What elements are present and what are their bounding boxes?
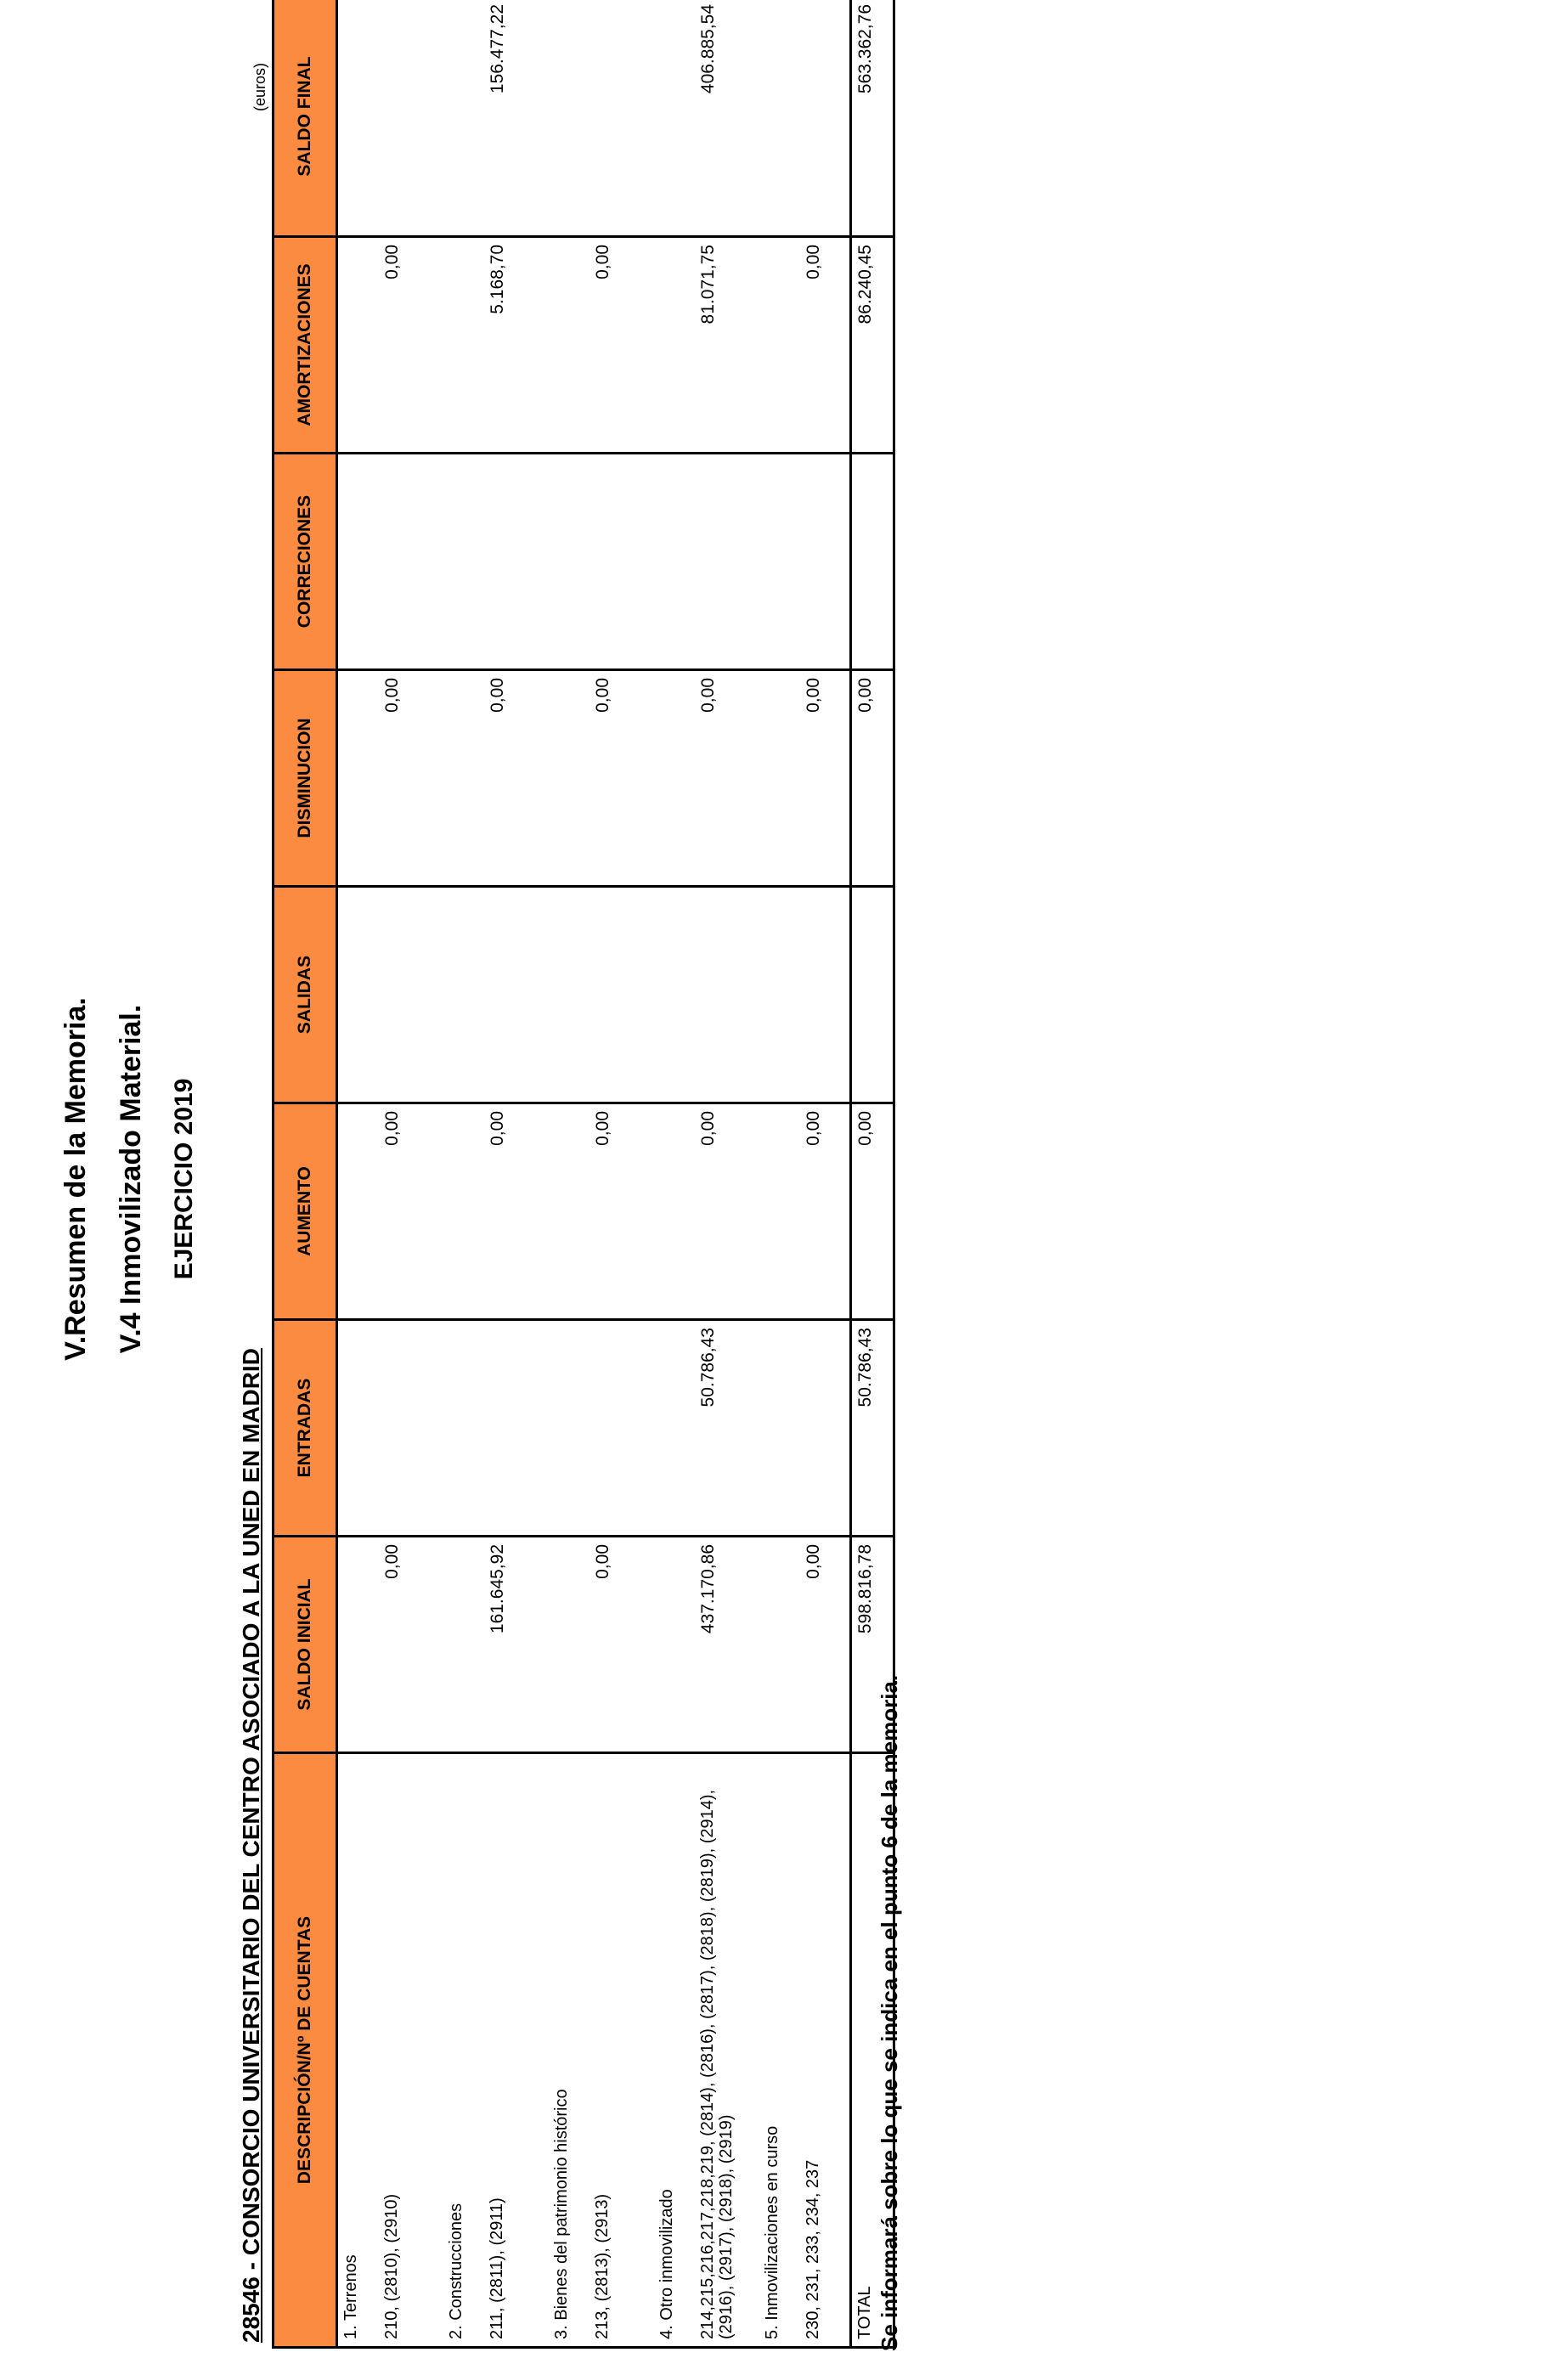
- cell-correciones: [851, 454, 894, 670]
- row-description: 2. Construcciones: [443, 1753, 484, 2348]
- cell-entradas: 50.786,43: [851, 1320, 894, 1537]
- cell-correciones: [759, 454, 800, 670]
- cell-saldo-inicial: 0,00: [589, 1537, 654, 1753]
- cell-amortizaciones: 5.168,70: [484, 237, 549, 454]
- table-row: [484, 0, 549, 2348]
- cell-amortizaciones: [654, 237, 695, 454]
- table-row: [759, 0, 800, 2348]
- cell-amortizaciones: [443, 237, 484, 454]
- cell-saldo-inicial: 437.170,86: [695, 1537, 759, 1753]
- cell-disminucion: 0,00: [484, 670, 549, 887]
- cell-saldo-final: 563.362,76: [851, 0, 894, 237]
- row-description: 4. Otro inmovilizado: [654, 1753, 695, 2348]
- cell-saldo-inicial: [759, 1537, 800, 1753]
- cell-aumento: [654, 1103, 695, 1320]
- table-row: [654, 0, 695, 2348]
- fixed-assets-table: [272, 0, 895, 2349]
- cell-salidas: [589, 887, 654, 1103]
- cell-aumento: [549, 1103, 589, 1320]
- table-row: [589, 0, 654, 2348]
- row-description: 210, (2810), (2910): [379, 1753, 443, 2348]
- cell-entradas: [589, 1320, 654, 1537]
- row-description: 5. Inmovilizaciones en curso: [759, 1753, 800, 2348]
- cell-disminucion: 0,00: [800, 670, 851, 887]
- cell-correciones: [695, 454, 759, 670]
- cell-saldo-inicial: 0,00: [800, 1537, 851, 1753]
- cell-saldo-inicial: [443, 1537, 484, 1753]
- cell-entradas: [443, 1320, 484, 1537]
- cell-correciones: [484, 454, 549, 670]
- cell-saldo-inicial: [654, 1537, 695, 1753]
- cell-entradas: [759, 1320, 800, 1537]
- table-row: [800, 0, 851, 2348]
- cell-salidas: [800, 887, 851, 1103]
- cell-disminucion: [337, 670, 380, 887]
- cell-amortizaciones: 0,00: [379, 237, 443, 454]
- exercise-title: EJERCICIO 2019: [170, 1078, 198, 1280]
- cell-salidas: [549, 887, 589, 1103]
- cell-aumento: [443, 1103, 484, 1320]
- row-description: TOTAL: [851, 1753, 894, 2348]
- cell-correciones: [337, 454, 380, 670]
- header-aumento: AUMENTO: [274, 1103, 337, 1320]
- cell-correciones: [549, 454, 589, 670]
- cell-saldo-final: [589, 0, 654, 237]
- cell-correciones: [379, 454, 443, 670]
- table-row: [549, 0, 589, 2348]
- cell-disminucion: 0,00: [695, 670, 759, 887]
- footnote: Se informará sobre lo que se indica en el punto 6 de la memoria.: [877, 1674, 902, 2351]
- header-amortizaciones: AMORTIZACIONES: [274, 237, 337, 454]
- cell-salidas: [443, 887, 484, 1103]
- row-description: 3. Bienes del patrimonio histórico: [549, 1753, 589, 2348]
- row-description: 1. Terrenos: [337, 1753, 380, 2348]
- cell-saldo-inicial: [337, 1537, 380, 1753]
- cell-entradas: [337, 1320, 380, 1537]
- cell-aumento: 0,00: [800, 1103, 851, 1320]
- table-row: [443, 0, 484, 2348]
- currency-unit: (euros): [251, 62, 268, 111]
- cell-amortizaciones: 0,00: [589, 237, 654, 454]
- cell-saldo-inicial: 0,00: [379, 1537, 443, 1753]
- cell-saldo-inicial: 598.816,78: [851, 1537, 894, 1753]
- cell-salidas: [759, 887, 800, 1103]
- row-description: 211, (2811), (2911): [484, 1753, 549, 2348]
- cell-aumento: 0,00: [379, 1103, 443, 1320]
- cell-entradas: [549, 1320, 589, 1537]
- cell-entradas: [379, 1320, 443, 1537]
- cell-saldo-final: [549, 0, 589, 237]
- cell-saldo-final: [654, 0, 695, 237]
- cell-disminucion: 0,00: [589, 670, 654, 887]
- cell-saldo-inicial: [549, 1537, 589, 1753]
- cell-entradas: [800, 1320, 851, 1537]
- cell-salidas: [379, 887, 443, 1103]
- cell-saldo-final: [337, 0, 380, 237]
- cell-disminucion: [759, 670, 800, 887]
- table-row: [337, 0, 380, 2348]
- header-entradas: ENTRADAS: [274, 1320, 337, 1537]
- cell-disminucion: [654, 670, 695, 887]
- cell-saldo-final: [379, 0, 443, 237]
- cell-saldo-final: [800, 0, 851, 237]
- cell-aumento: 0,00: [695, 1103, 759, 1320]
- table-row: [379, 0, 443, 2348]
- row-description: 230, 231, 233, 234, 237: [800, 1753, 851, 2348]
- cell-saldo-final: 406.885,54: [695, 0, 759, 237]
- cell-saldo-final: 156.477,22: [484, 0, 549, 237]
- cell-disminucion: 0,00: [851, 670, 894, 887]
- cell-amortizaciones: [337, 237, 380, 454]
- cell-salidas: [484, 887, 549, 1103]
- cell-amortizaciones: [759, 237, 800, 454]
- entity-name: 28546 - CONSORCIO UNIVERSITARIO DEL CENTRO ASOCIADO A LA UNED EN MADRID: [238, 1348, 264, 2343]
- table-row: [695, 0, 759, 2348]
- header-disminucion: DISMINUCION: [274, 670, 337, 887]
- cell-amortizaciones: [549, 237, 589, 454]
- cell-correciones: [654, 454, 695, 670]
- cell-disminucion: [549, 670, 589, 887]
- table-header-row: [274, 0, 337, 2348]
- section-title: V.Resumen de la Memoria.: [59, 997, 92, 1361]
- cell-saldo-final: [759, 0, 800, 237]
- cell-salidas: [851, 887, 894, 1103]
- cell-disminucion: 0,00: [379, 670, 443, 887]
- cell-saldo-final: [443, 0, 484, 237]
- header-salidas: SALIDAS: [274, 887, 337, 1103]
- cell-amortizaciones: 86.240,45: [851, 237, 894, 454]
- cell-entradas: [484, 1320, 549, 1537]
- row-description: 214,215,216,217,218,219, (2814), (2816), (2817), (2818), (2819), (2914), (2916), (2917), (2918), (2919): [695, 1753, 759, 2348]
- cell-disminucion: [443, 670, 484, 887]
- header-correciones: CORRECIONES: [274, 454, 337, 670]
- cell-correciones: [800, 454, 851, 670]
- cell-entradas: 50.786,43: [695, 1320, 759, 1537]
- cell-salidas: [654, 887, 695, 1103]
- cell-aumento: [759, 1103, 800, 1320]
- cell-salidas: [695, 887, 759, 1103]
- cell-correciones: [443, 454, 484, 670]
- cell-amortizaciones: 0,00: [800, 237, 851, 454]
- cell-correciones: [589, 454, 654, 670]
- cell-saldo-inicial: 161.645,92: [484, 1537, 549, 1753]
- cell-amortizaciones: 81.071,75: [695, 237, 759, 454]
- cell-aumento: 0,00: [851, 1103, 894, 1320]
- header-saldo-final: SALDO FINAL: [274, 0, 337, 237]
- subsection-title: V.4 Inmovilizado Material.: [115, 1004, 147, 1354]
- cell-aumento: 0,00: [589, 1103, 654, 1320]
- header-description: DESCRIPCIÓN/Nº DE CUENTAS: [274, 1753, 337, 2348]
- row-description: 213, (2813), (2913): [589, 1753, 654, 2348]
- cell-salidas: [337, 887, 380, 1103]
- header-saldo-inicial: SALDO INICIAL: [274, 1537, 337, 1753]
- cell-entradas: [654, 1320, 695, 1537]
- cell-aumento: [337, 1103, 380, 1320]
- cell-aumento: 0,00: [484, 1103, 549, 1320]
